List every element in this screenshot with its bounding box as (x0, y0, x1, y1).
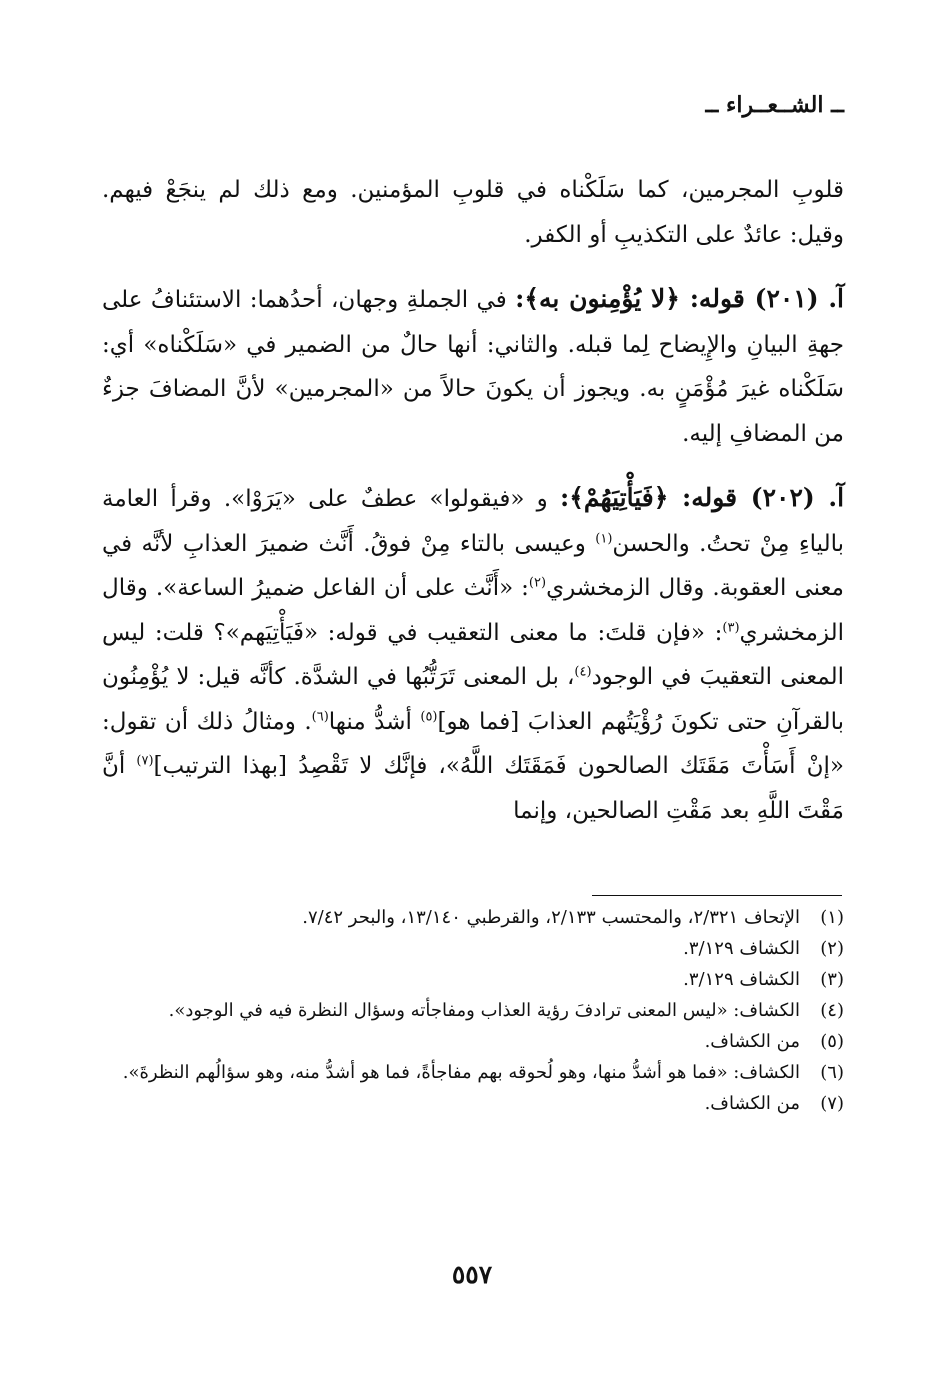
footnote-text: الكشاف ٣/١٢٩. (683, 969, 800, 990)
paragraph-verse-202 (102, 476, 844, 833)
footnote-text: من الكشاف. (704, 1093, 800, 1114)
footnote-ref-7: (٧) (136, 753, 154, 769)
footnote-number: (١) (820, 907, 844, 928)
verse-202-text-b: وعيسى بالتاء مِنْ فوقُ. أَنَّث ضميرَ العذابِ لأنَّه في معنى العقوبة. وقال الزمخشري (102, 530, 844, 601)
footnotes-list (102, 902, 844, 1119)
footnote-number: (٧) (820, 1093, 844, 1114)
footnote-text: الكشاف ٣/١٢٩. (683, 938, 800, 959)
verse-202-text-g: . ومثالُ ذلك أن تقول: «إنْ أَسَأْتَ مَقَتَك الصالحون فَمَقَتَك اللَّهُ»، فإنَّك لا تَقْصِدُ [بهذا الترتيب] (102, 708, 845, 779)
verse-202-text-a: و «فيقولوا» عطفٌ على «يَرَوْا». وقرأ العامة بالياءِ مِنْ تحتُ. والحسن (102, 486, 845, 557)
running-header: ــ الشــعــراء ــ (705, 92, 844, 118)
verse-202-text-c: : «أَنَّث على أن الفاعل ضميرُ الساعة». وقال الزمخشري (102, 575, 844, 646)
paragraph-verse-201 (102, 277, 844, 456)
footnote-number: (٥) (820, 1031, 844, 1052)
footnote-number: (٣) (820, 969, 844, 990)
footnote-text: الكشاف: «ليس المعنى ترادفَ رؤية العذاب ومفاجأته وسؤال النظرة فيه في الوجود». (168, 1000, 800, 1021)
footnote-separator (592, 895, 842, 896)
footnote-number: (٤) (820, 1000, 844, 1021)
footnote-text: الكشاف: «فما هو أشدُّ منها، وهو لُحوقه بهم مفاجأةً، فما هو أشدُّ منه، وهو سؤالُهم النظرةَ». (122, 1062, 800, 1083)
footnote-ref-2: (٢) (528, 575, 547, 591)
footnote-item (102, 1057, 844, 1088)
page-number: ٥٥٧ (451, 1260, 493, 1289)
verse-202-text-f: أشدُّ منها (328, 708, 421, 735)
footnote-ref-5: (٥) (420, 708, 438, 724)
footnote-item (102, 1088, 844, 1119)
footnote-ref-6: (٦) (311, 708, 329, 724)
verse-202-text-h: أنَّ مَقْتَ اللَّهِ بعد مَقْتِ الصالحين، وإنما (102, 753, 844, 824)
footnote-number: (٢) (820, 938, 844, 959)
footnote-ref-4: (٤) (574, 664, 592, 680)
verse-201-heading: آ. (٢٠١) قوله: ﴿لا يُؤْمِنون به﴾: (515, 284, 844, 313)
footnote-item (102, 902, 844, 933)
verse-201-commentary: في الجملةِ وجهان، أحدُهما: الاستئنافُ على جهةِ البيانِ والإِيضاح لِما قبله. والثاني: أنها حالٌ من الضمير في «سَلَكْناه» أي: سَلَكْناه غيرَ مُؤْمَنٍ به. ويجوز أن يكونَ حالاً من «المجرمين» لأنَّ المضافَ جزءٌ من المضافِ إليه. (102, 287, 844, 447)
footnote-item (102, 933, 844, 964)
footnote-ref-1: (١) (595, 530, 613, 546)
footnote-number: (٦) (820, 1062, 844, 1083)
verse-202-text-e: ، بل المعنى تَرَتُّبُها في الشدَّة. كأنَّه قيل: لا يُؤْمِنُون بالقرآنِ حتى تكونَ رُؤْيَتُهم العذابَ [فما هو] (102, 664, 844, 735)
verse-202-text-d: : «فإن قلتَ: ما معنى التعقيب في قوله: «فَيَأْتِيَهم»؟ قلت: ليس المعنى التعقيبَ في الوجود (102, 619, 845, 690)
footnote-ref-3: (٣) (722, 619, 740, 635)
footnote-text: الإتحاف ٢/٣٢١، والمحتسب ٢/١٣٣، والقرطبي ١٣/١٤٠، والبحر ٧/٤٢. (302, 907, 800, 928)
footnote-text: من الكشاف. (704, 1031, 800, 1052)
paragraph-1: قلوبِ المجرمين، كما سَلَكْناه في قلوبِ المؤمنين. ومع ذلك لم ينجَعْ فيهم. وقيل: عائدٌ على التكذيبِ أو الكفر. (102, 177, 844, 248)
main-text (102, 168, 844, 833)
verse-202-heading: آ. (٢٠٢) قوله: ﴿فَيَأْتِيَهُمْ﴾: (560, 483, 845, 512)
footnote-item (102, 964, 844, 995)
footnote-item (102, 1026, 844, 1057)
footnote-item (102, 995, 844, 1026)
